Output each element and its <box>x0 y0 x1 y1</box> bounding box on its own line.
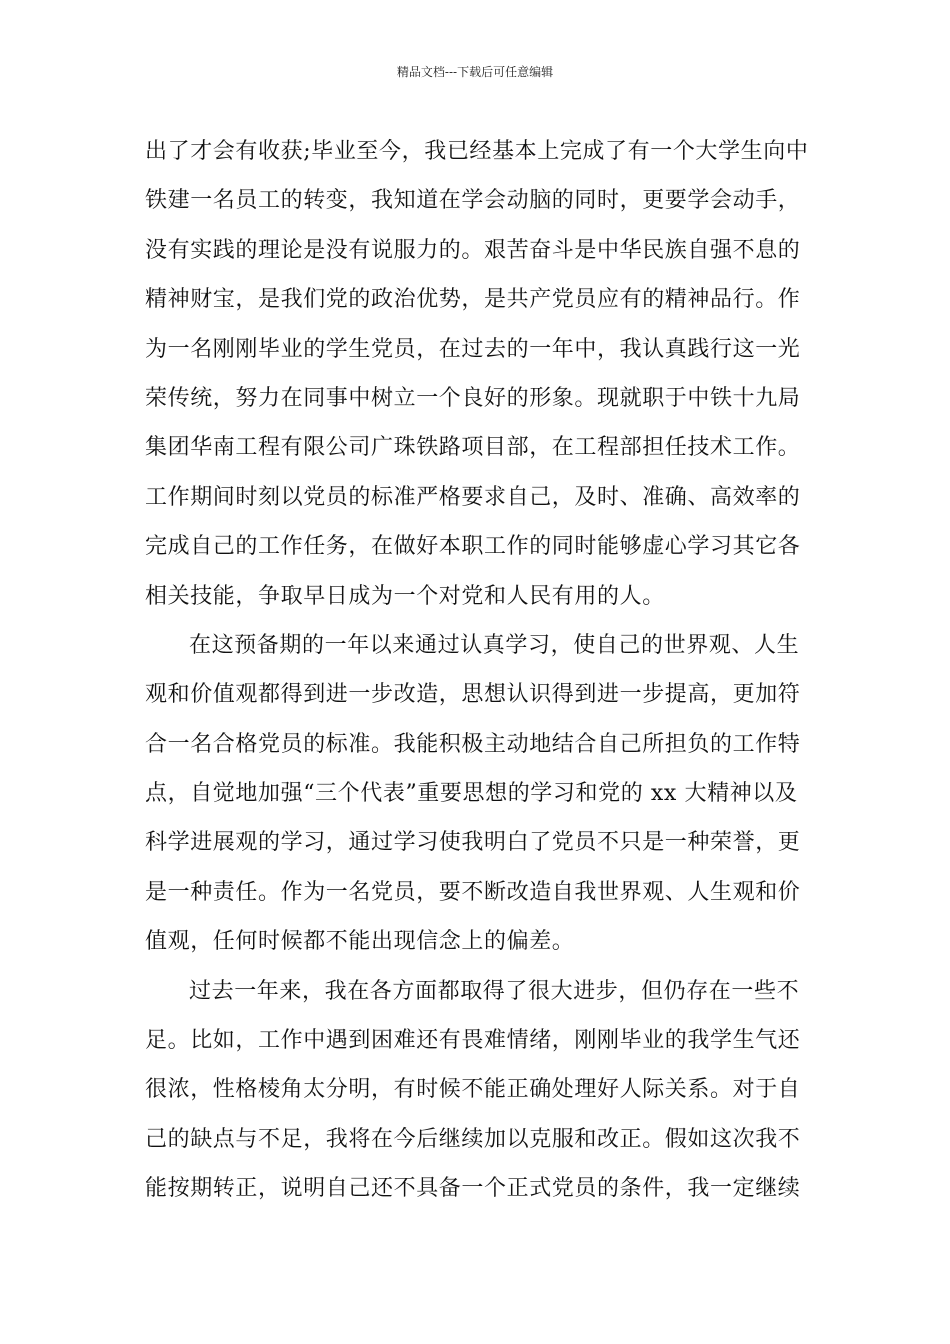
body-line: 精神财宝，是我们党的政治优势，是共产党员应有的精神品行。作 <box>145 287 801 313</box>
body-line: 相关技能，争取早日成为一个对党和人民有用的人。 <box>145 583 665 609</box>
body-line: 很浓，性格棱角太分明，有时候不能正确处理好人际关系。对于自 <box>145 1077 801 1103</box>
body-line: 科学进展观的学习，通过学习使我明白了党员不只是一种荣誉，更 <box>145 830 801 856</box>
body-line: 荣传统，努力在同事中树立一个良好的形象。现就职于中铁十九局 <box>145 385 801 411</box>
body-line: 没有实践的理论是没有说服力的。艰苦奋斗是中华民族自强不息的 <box>145 237 801 263</box>
paragraph-start-line: 过去一年来，我在各方面都取得了很大进步，但仍存在一些不 <box>189 978 800 1004</box>
body-line: 铁建一名员工的转变，我知道在学会动脑的同时，更要学会动手， <box>145 188 801 214</box>
body-line: 己的缺点与不足，我将在今后继续加以克服和改正。假如这次我不 <box>145 1126 801 1152</box>
body-line: 完成自己的工作任务，在做好本职工作的同时能够虚心学习其它各 <box>145 534 801 560</box>
body-line: 是一种责任。作为一名党员，要不断改造自我世界观、人生观和价 <box>145 879 801 905</box>
body-line: 工作期间时刻以党员的标准严格要求自己，及时、准确、高效率的 <box>145 484 801 510</box>
document-body <box>145 127 809 1214</box>
body-line: 出了才会有收获;毕业至今，我已经基本上完成了有一个大学生向中 <box>145 139 809 164</box>
body-line: 观和价值观都得到进一步改造，思想认识得到进一步提高，更加符 <box>145 682 801 708</box>
body-line: 合一名合格党员的标准。我能积极主动地结合自己所担负的工作特 <box>145 731 801 757</box>
body-line: 能按期转正，说明自己还不具备一个正式党员的条件，我一定继续 <box>145 1176 801 1202</box>
body-line: 点，自觉地加强“三个代表”重要思想的学习和党的 xx 大精神以及 <box>145 781 798 807</box>
body-line: 集团华南工程有限公司广珠铁路项目部，在工程部担任技术工作。 <box>145 435 801 461</box>
body-line: 为一名刚刚毕业的学生党员，在过去的一年中，我认真践行这一光 <box>145 336 801 362</box>
page-header: 精品文档---下载后可任意编辑 <box>396 65 554 79</box>
body-line: 值观，任何时候都不能出现信念上的偏差。 <box>145 929 575 955</box>
paragraph-start-line: 在这预备期的一年以来通过认真学习，使自己的世界观、人生 <box>189 632 800 658</box>
body-line: 足。比如，工作中遇到困难还有畏难情绪，刚刚毕业的我学生气还 <box>145 1028 801 1054</box>
